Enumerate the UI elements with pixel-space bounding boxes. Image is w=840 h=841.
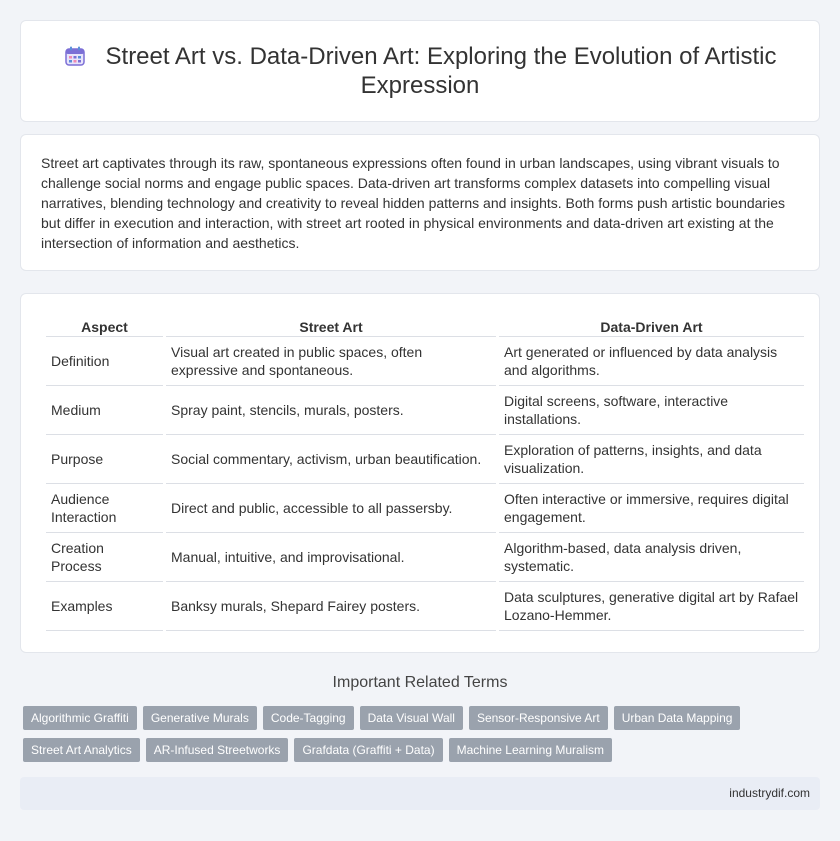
tag-machine-learning-muralism[interactable]: Machine Learning Muralism [449, 738, 612, 762]
row-aspect: Medium [46, 386, 163, 435]
table-header-row [46, 310, 804, 337]
row-street-art: Manual, intuitive, and improvisational. [166, 533, 496, 582]
related-terms-title: Important Related Terms [332, 674, 508, 691]
tag-algorithmic-graffiti[interactable]: Algorithmic Graffiti [23, 706, 137, 730]
tag-data-visual-wall[interactable]: Data Visual Wall [360, 706, 463, 730]
page-title-container [51, 42, 789, 100]
row-data-driven-art: Often interactive or immersive, requires digital engagement. [499, 484, 804, 533]
footer-site-link[interactable]: industrydif.com [729, 786, 810, 800]
tag-ar-infused-streetworks[interactable]: AR-Infused Streetworks [146, 738, 289, 762]
row-aspect: Purpose [46, 435, 163, 484]
calendar-grid-icon [64, 45, 86, 67]
tag-street-art-analytics[interactable]: Street Art Analytics [23, 738, 140, 762]
comparison-table-card [20, 293, 820, 653]
footer [20, 777, 820, 810]
table-row [46, 386, 804, 435]
tag-generative-murals[interactable]: Generative Murals [143, 706, 257, 730]
table-row [46, 582, 804, 631]
intro-paragraph: Street art captivates through its raw, spontaneous expressions often found in urban landscapes, using vibrant visuals to challenge social norms and engage public spaces. Data-driven art transforms complex datasets into compelling visual narratives, blending technology and creativity to reveal hidden patterns and insights. Both forms push artistic boundaries but differ in execution and interaction, with street art rooted in physical environments and data-driven art existing at the intersection of information and aesthetics. [41, 155, 785, 251]
tag-urban-data-mapping[interactable]: Urban Data Mapping [614, 706, 741, 730]
row-data-driven-art: Algorithm-based, data analysis driven, systematic. [499, 533, 804, 582]
table-row [46, 533, 804, 582]
row-data-driven-art: Art generated or influenced by data analysis and algorithms. [499, 337, 804, 386]
tag-sensor-responsive-art[interactable]: Sensor-Responsive Art [469, 706, 608, 730]
row-street-art: Banksy murals, Shepard Fairey posters. [166, 582, 496, 631]
related-terms-tags [23, 706, 823, 770]
table-row [46, 337, 804, 386]
header-street-art: Street Art [166, 310, 496, 337]
title-card [20, 20, 820, 122]
header-data-driven-art: Data-Driven Art [499, 310, 804, 337]
page-title: Street Art vs. Data-Driven Art: Exploring the Evolution of Artistic Expression [105, 43, 777, 99]
row-aspect: Definition [46, 337, 163, 386]
tag-code-tagging[interactable]: Code-Tagging [263, 706, 354, 730]
row-aspect: Creation Process [46, 533, 163, 582]
table-row [46, 435, 804, 484]
intro-card [20, 134, 820, 271]
header-aspect: Aspect [46, 310, 163, 337]
row-aspect: Examples [46, 582, 163, 631]
row-data-driven-art: Data sculptures, generative digital art by Rafael Lozano-Hemmer. [499, 582, 804, 631]
tag-row-1 [23, 706, 823, 730]
row-data-driven-art: Digital screens, software, interactive installations. [499, 386, 804, 435]
row-street-art: Social commentary, activism, urban beautification. [166, 435, 496, 484]
row-data-driven-art: Exploration of patterns, insights, and data visualization. [499, 435, 804, 484]
tag-grafdata[interactable]: Grafdata (Graffiti + Data) [294, 738, 442, 762]
row-street-art: Visual art created in public spaces, often expressive and spontaneous. [166, 337, 496, 386]
row-street-art: Spray paint, stencils, murals, posters. [166, 386, 496, 435]
tag-row-2 [23, 738, 823, 762]
table-row [46, 484, 804, 533]
comparison-table [43, 310, 807, 631]
row-street-art: Direct and public, accessible to all passersby. [166, 484, 496, 533]
row-aspect: Audience Interaction [46, 484, 163, 533]
